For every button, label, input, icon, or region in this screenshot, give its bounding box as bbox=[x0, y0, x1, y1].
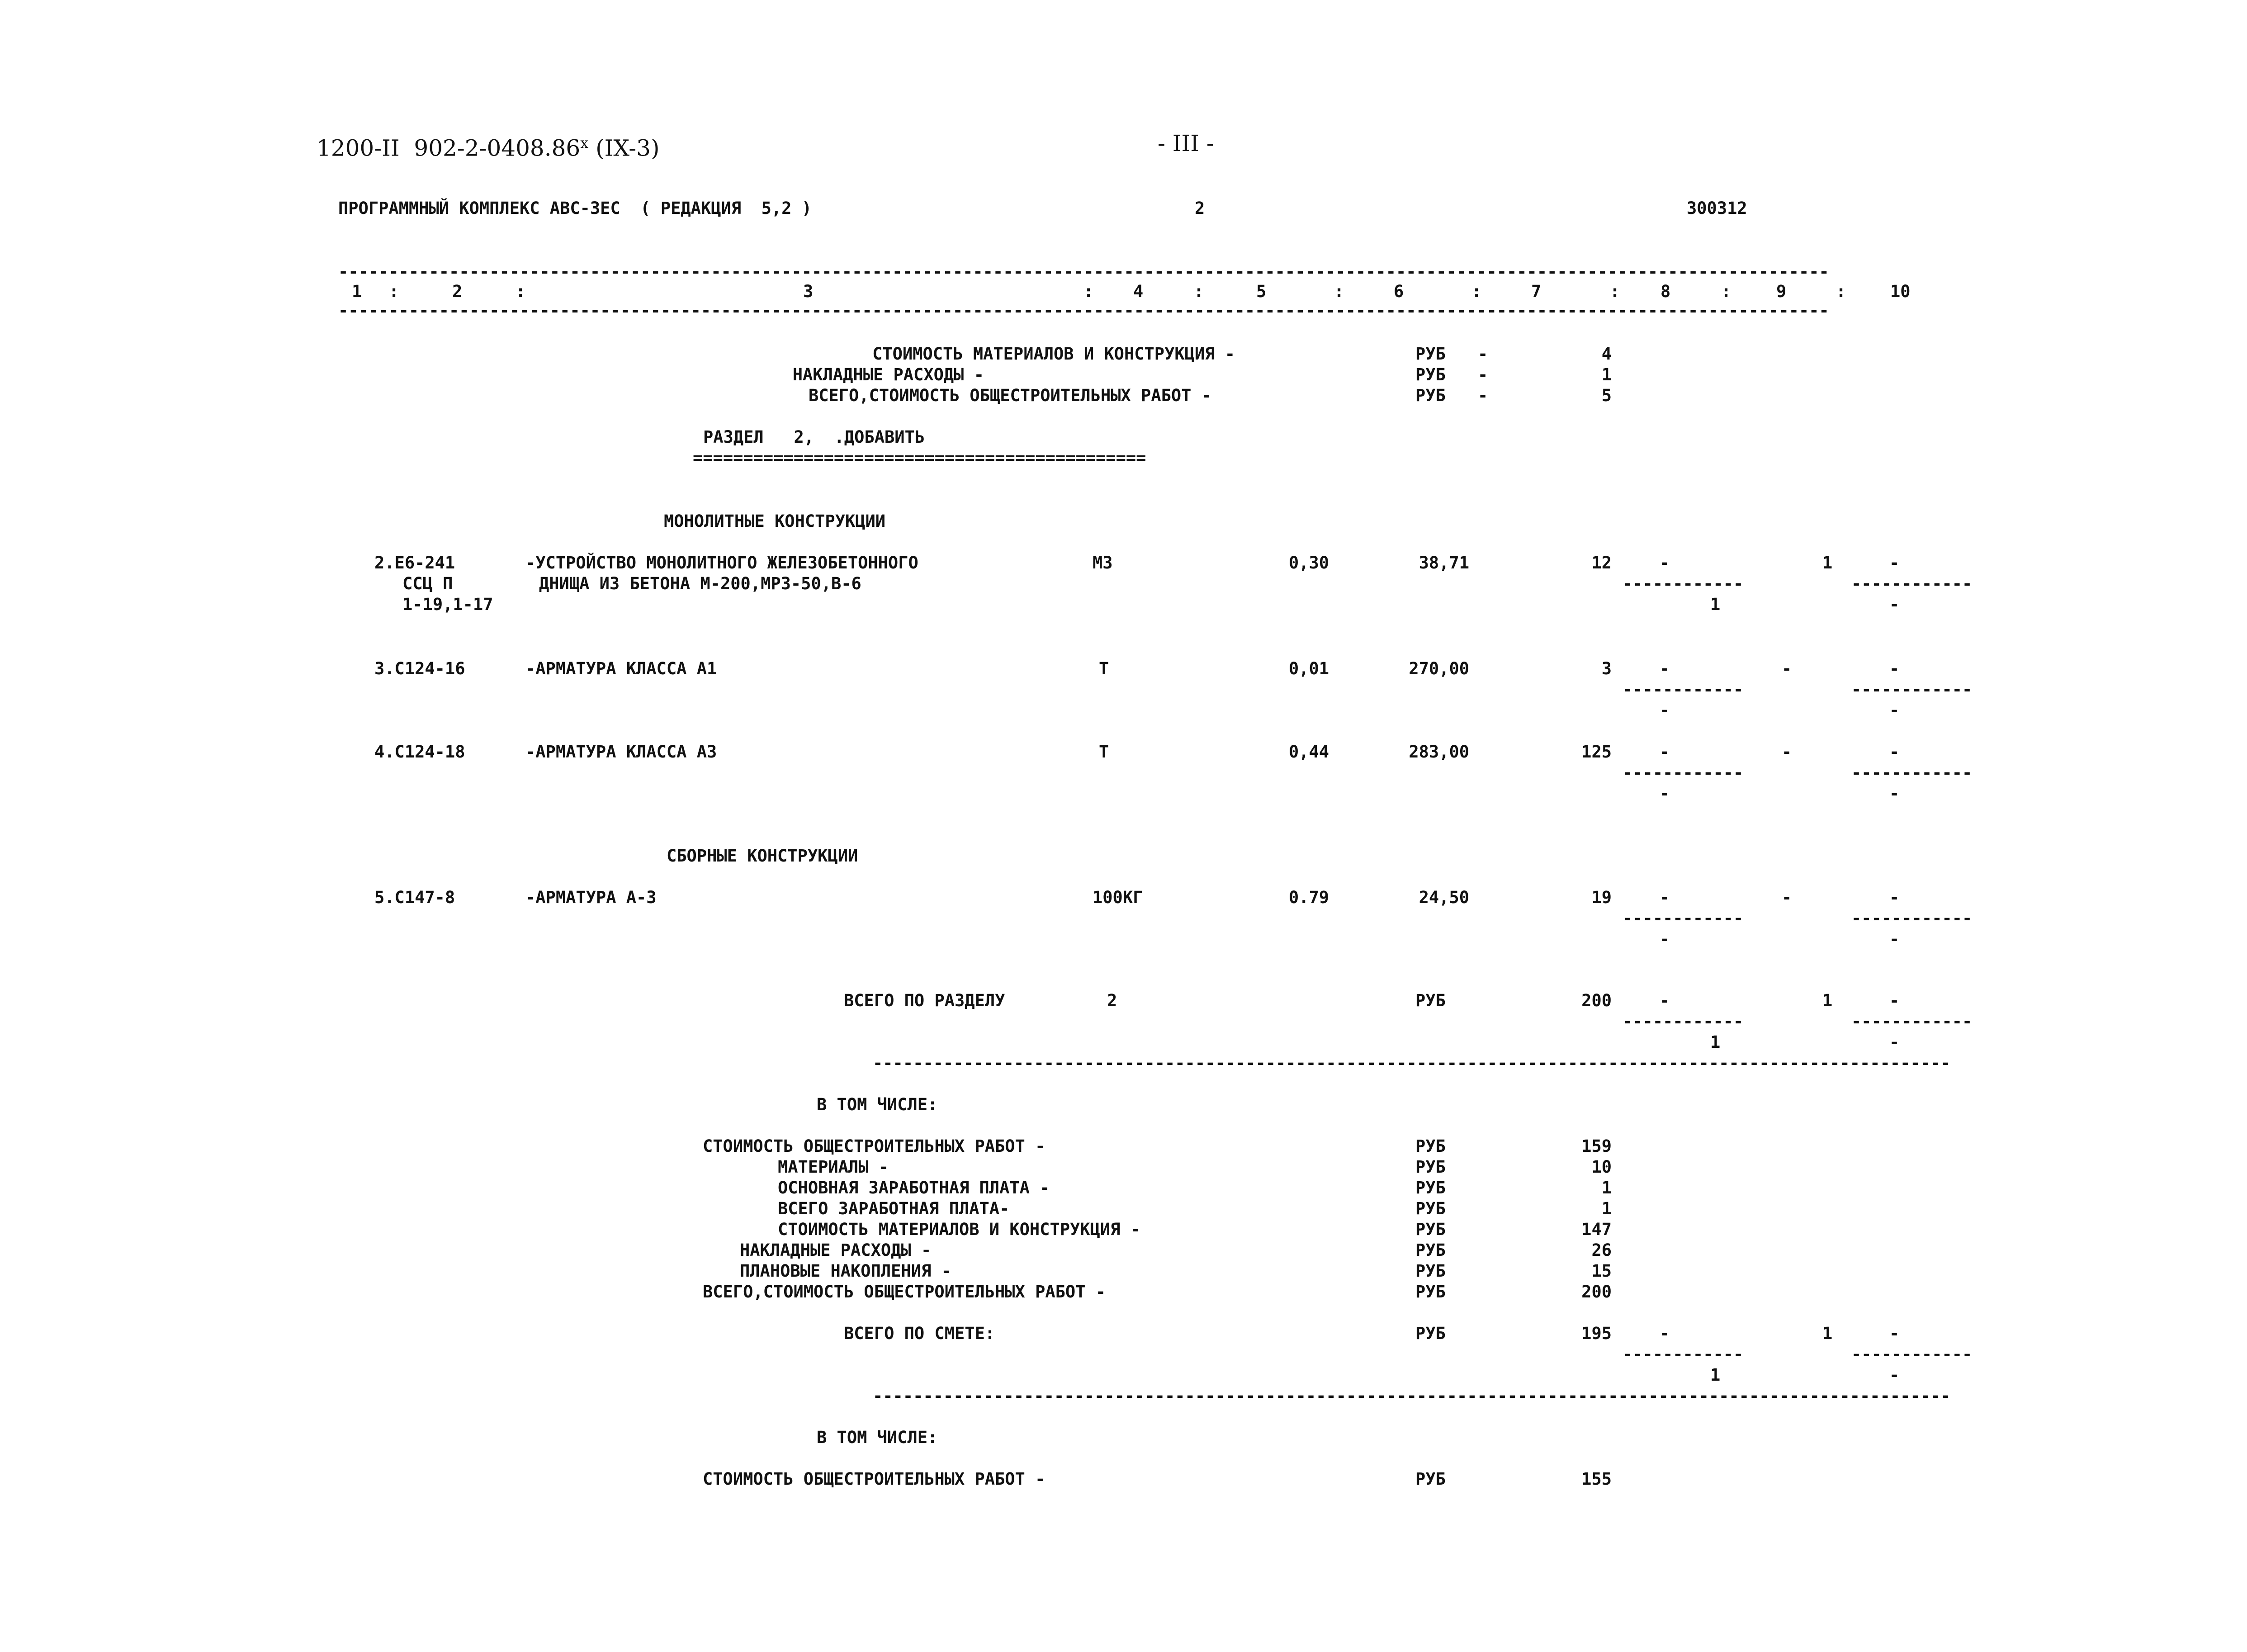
item-total: 12 bbox=[1591, 553, 1612, 573]
including-value: 10 bbox=[1591, 1157, 1612, 1177]
item-code: 4.С124-18 bbox=[374, 742, 465, 762]
including-value: 26 bbox=[1591, 1240, 1612, 1260]
total-value: 4 bbox=[1601, 344, 1612, 364]
including-label: ОСНОВНАЯ ЗАРАБОТНАЯ ПЛАТА - bbox=[778, 1178, 1050, 1198]
table-header-rule: ---------------------------------------------------------------------------------------------------------------------------------------------------- bbox=[338, 301, 1829, 320]
column-header: 1 bbox=[352, 282, 362, 301]
including-value: 1 bbox=[1601, 1199, 1612, 1218]
item-name: -УСТРОЙСТВО МОНОЛИТНОГО ЖЕЛЕЗОБЕТОННОГО bbox=[525, 553, 918, 573]
item-total: 3 bbox=[1601, 659, 1612, 678]
section-title: РАЗДЕЛ 2, .ДОБАВИТЬ bbox=[703, 427, 925, 447]
total-label: НАКЛАДНЫЕ РАСХОДЫ - bbox=[792, 365, 984, 384]
total-label: ВСЕГО,СТОИМОСТЬ ОБЩЕСТРОИТЕЛЬНЫХ РАБОТ - bbox=[808, 386, 1211, 405]
including-label: СТОИМОСТЬ МАТЕРИАЛОВ И КОНСТРУКЦИЯ - bbox=[778, 1220, 1140, 1239]
total-unit: РУБ bbox=[1415, 365, 1446, 384]
including-unit: РУБ bbox=[1415, 1282, 1446, 1302]
section-total-unit: РУБ bbox=[1415, 991, 1446, 1010]
section-total-value: 200 bbox=[1581, 991, 1612, 1010]
item-code: 5.С147-8 bbox=[374, 888, 455, 907]
group-heading: МОНОЛИТНЫЕ КОНСТРУКЦИИ bbox=[664, 511, 886, 531]
column-header: 10 bbox=[1890, 282, 1911, 301]
total-value: 1 bbox=[1601, 365, 1612, 384]
including-value: 1 bbox=[1601, 1178, 1612, 1198]
including-unit: РУБ bbox=[1415, 1136, 1446, 1156]
item-code-ref: 1-19,1-17 bbox=[402, 595, 493, 614]
column-header: 4 bbox=[1133, 282, 1144, 301]
item-unit: Т bbox=[1099, 659, 1109, 678]
including-label: МАТЕРИАЛЫ - bbox=[778, 1157, 889, 1177]
total-unit: РУБ bbox=[1415, 386, 1446, 405]
group-heading: СБОРНЫЕ КОНСТРУКЦИИ bbox=[667, 846, 858, 866]
including-value: 200 bbox=[1581, 1282, 1612, 1302]
item-unit: М3 bbox=[1093, 553, 1113, 573]
item-price: 38,71 bbox=[1419, 553, 1469, 573]
total-value: 5 bbox=[1601, 386, 1612, 405]
including-label: ПЛАНОВЫЕ НАКОПЛЕНИЯ - bbox=[740, 1261, 951, 1281]
section-total-rule: ----------------------------------------------------------------------------------------------------------- bbox=[873, 1053, 1951, 1073]
item-price: 283,00 bbox=[1409, 742, 1469, 762]
item-unit: 100КГ bbox=[1093, 888, 1143, 907]
item-code: 2.Е6-241 bbox=[374, 553, 455, 573]
document-code: 1200-II 902-2-0408.86$^x$ (IX-3) bbox=[317, 134, 660, 161]
estimate-total-rule: ----------------------------------------------------------------------------------------------------------- bbox=[873, 1386, 1951, 1406]
column-header: 8 bbox=[1660, 282, 1671, 301]
including-heading: В ТОМ ЧИСЛЕ: bbox=[817, 1095, 938, 1114]
including-label: СТОИМОСТЬ ОБЩЕСТРОИТЕЛЬНЫХ РАБОТ - bbox=[703, 1469, 1045, 1489]
including-value: 155 bbox=[1581, 1469, 1612, 1489]
including-value: 159 bbox=[1581, 1136, 1612, 1156]
item-unit: Т bbox=[1099, 742, 1109, 762]
item-qty: 0,44 bbox=[1288, 742, 1329, 762]
estimate-total-unit: РУБ bbox=[1415, 1324, 1446, 1343]
item-name: -АРМАТУРА КЛАССА А3 bbox=[525, 742, 717, 762]
total-unit: РУБ bbox=[1415, 344, 1446, 364]
column-header: 5 bbox=[1256, 282, 1267, 301]
item-name: -АРМАТУРА А-3 bbox=[525, 888, 657, 907]
total-label: СТОИМОСТЬ МАТЕРИАЛОВ И КОНСТРУКЦИЯ - bbox=[872, 344, 1235, 364]
item-qty: 0,30 bbox=[1288, 553, 1329, 573]
including-unit: РУБ bbox=[1415, 1199, 1446, 1218]
program-code: 300312 bbox=[1687, 199, 1747, 218]
item-code: 3.С124-16 bbox=[374, 659, 465, 678]
column-header: 6 bbox=[1394, 282, 1404, 301]
section-title-underline: ============================================= bbox=[693, 448, 1146, 468]
including-unit: РУБ bbox=[1415, 1261, 1446, 1281]
including-unit: РУБ bbox=[1415, 1157, 1446, 1177]
including-value: 15 bbox=[1591, 1261, 1612, 1281]
sheet-number: 2 bbox=[1195, 199, 1205, 218]
item-code-ref: ССЦ П bbox=[402, 574, 453, 593]
section-total-label: ВСЕГО ПО РАЗДЕЛУ bbox=[844, 991, 1005, 1010]
item-total: 125 bbox=[1581, 742, 1612, 762]
column-header: 3 bbox=[803, 282, 814, 301]
including-unit: РУБ bbox=[1415, 1240, 1446, 1260]
estimate-total-label: ВСЕГО ПО СМЕТЕ: bbox=[844, 1324, 995, 1343]
including-unit: РУБ bbox=[1415, 1178, 1446, 1198]
item-name: ДНИЩА ИЗ БЕТОНА М-200,МРЗ-50,В-6 bbox=[539, 574, 861, 593]
item-qty: 0.79 bbox=[1288, 888, 1329, 907]
including-label: ВСЕГО ЗАРАБОТНАЯ ПЛАТА- bbox=[778, 1199, 1010, 1218]
item-price: 270,00 bbox=[1409, 659, 1469, 678]
including-unit: РУБ bbox=[1415, 1469, 1446, 1489]
estimate-total-value: 195 bbox=[1581, 1324, 1612, 1343]
item-price: 24,50 bbox=[1419, 888, 1469, 907]
including-label: СТОИМОСТЬ ОБЩЕСТРОИТЕЛЬНЫХ РАБОТ - bbox=[703, 1136, 1045, 1156]
table-top-rule: ---------------------------------------------------------------------------------------------------------------------------------------------------- bbox=[338, 262, 1829, 281]
item-qty: 0,01 bbox=[1288, 659, 1329, 678]
including-label: ВСЕГО,СТОИМОСТЬ ОБЩЕСТРОИТЕЛЬНЫХ РАБОТ - bbox=[703, 1282, 1106, 1302]
including-label: НАКЛАДНЫЕ РАСХОДЫ - bbox=[740, 1240, 932, 1260]
item-name: -АРМАТУРА КЛАССА А1 bbox=[525, 659, 717, 678]
column-header: 7 bbox=[1531, 282, 1542, 301]
column-header: 2 bbox=[452, 282, 463, 301]
column-header: 9 bbox=[1776, 282, 1787, 301]
page-number: - III - bbox=[1158, 130, 1214, 156]
item-total: 19 bbox=[1591, 888, 1612, 907]
including-heading: В ТОМ ЧИСЛЕ: bbox=[817, 1428, 938, 1447]
program-name: ПРОГРАММНЫЙ КОМПЛЕКС АВС-3ЕС ( РЕДАКЦИЯ 5,2 ) bbox=[338, 199, 812, 218]
including-unit: РУБ bbox=[1415, 1220, 1446, 1239]
section-total-number: 2 bbox=[1107, 991, 1117, 1010]
including-value: 147 bbox=[1581, 1220, 1612, 1239]
